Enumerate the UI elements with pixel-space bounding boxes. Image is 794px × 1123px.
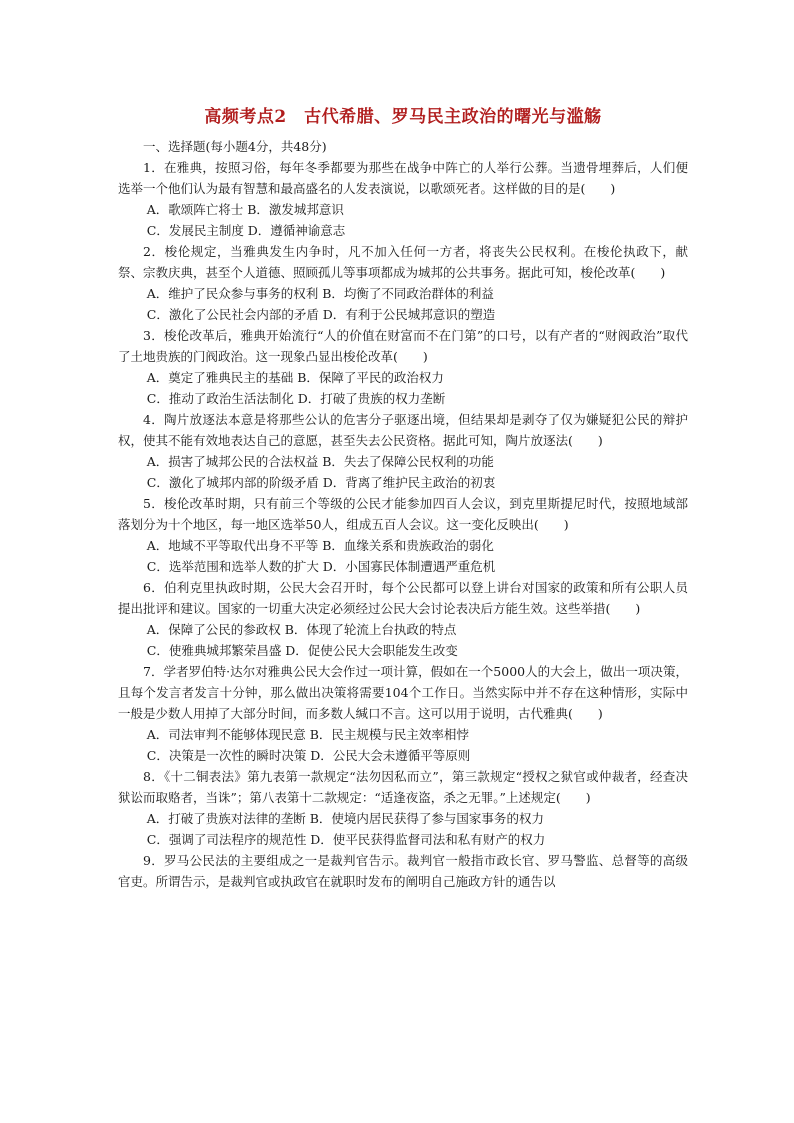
question-stem: 5．梭伦改革时期，只有前三个等级的公民才能参加四百人会议，到克里斯提尼时代，按照地域部落划分为十个地区，每一地区选举50人，组成五百人会议。这一变化反映出( ) [118, 496, 688, 532]
question-8 [118, 766, 688, 850]
question-5 [118, 493, 688, 577]
page-title: 高频考点2 古代希腊、罗马民主政治的曙光与滥觞 [204, 107, 602, 127]
option-line: C．决策是一次性的瞬时决策 D．公民大会未遵循平等原则 [146, 748, 471, 763]
option-line: A．损害了城邦公民的合法权益 B．失去了保障公民权利的功能 [146, 454, 494, 469]
section-header: 一、选择题(每小题4分，共48分) [143, 139, 327, 154]
option-line: C．推动了政治生活法制化 D．打破了贵族的权力垄断 [146, 391, 446, 406]
question-7 [118, 661, 688, 766]
question-stem: 6．伯利克里执政时期，公民大会召开时，每个公民都可以登上讲台对国家的政策和所有公职人员提出批评和建议。国家的一切重大决定必须经过公民大会讨论表决后方能生效。这些举措( ) [118, 580, 688, 616]
option-line: C．发展民主制度 D．遵循神谕意志 [146, 223, 346, 238]
question-stem: 3．梭伦改革后，雅典开始流行“人的价值在财富而不在门第”的口号，以有产者的“财阀政治”取代了土地贵族的门阀政治。这一现象凸显出梭伦改革( ) [118, 328, 688, 364]
question-stem: 2．梭伦规定，当雅典发生内争时，凡不加入任何一方者，将丧失公民权利。在梭伦执政下，献祭、宗教庆典，甚至个人道德、照顾孤儿等事项都成为城邦的公共事务。据此可知，梭伦改革( ) [118, 244, 688, 280]
option-line: A．司法审判不能够体现民意 B．民主规模与民主效率相悖 [146, 727, 469, 742]
question-stem: 4．陶片放逐法本意是将那些公认的危害分子驱逐出境，但结果却是剥夺了仅为嫌疑犯公民的辩护权，使其不能有效地表达自己的意愿，甚至失去公民资格。据此可知，陶片放逐法( ) [118, 412, 688, 448]
question-1 [118, 157, 688, 241]
question-stem: 8．《十二铜表法》第九表第一款规定“法勿因私而立”，第三款规定“授权之狱官或仲裁者，经查决狱讼而取赂者，当诛”；第八表第十二款规定：“适逢夜盗，杀之无罪。”上述规定( ) [118, 769, 688, 805]
option-line: A．维护了民众参与事务的权利 B．均衡了不同政治群体的利益 [146, 286, 494, 301]
question-stem: 9．罗马公民法的主要组成之一是裁判官告示。裁判官一般指市政长官、罗马警监、总督等的高级官吏。所谓告示，是裁判官或执政官在就职时发布的阐明自己施政方针的通告以 [118, 853, 688, 889]
option-line: A．打破了贵族对法律的垄断 B．使境内居民获得了参与国家事务的权力 [146, 811, 544, 826]
document-page [118, 104, 688, 892]
option-line: C．强调了司法程序的规范性 D．使平民获得监督司法和私有财产的权力 [146, 832, 546, 847]
question-9 [118, 850, 688, 892]
question-2 [118, 241, 688, 325]
option-line: A．奠定了雅典民主的基础 B．保障了平民的政治权力 [146, 370, 444, 385]
question-stem: 1．在雅典，按照习俗，每年冬季都要为那些在战争中阵亡的人举行公葬。当遗骨埋葬后，人们便选举一个他们认为最有智慧和最高盛名的人发表演说，以歌颂死者。这样做的目的是( ) [118, 160, 688, 196]
option-line: C．选举范围和选举人数的扩大 D．小国寡民体制遭遇严重危机 [146, 559, 496, 574]
option-line: C．使雅典城邦繁荣昌盛 D．促使公民大会职能发生改变 [146, 643, 458, 658]
question-6 [118, 577, 688, 661]
option-line: C．激化了公民社会内部的矛盾 D．有利于公民城邦意识的塑造 [146, 307, 496, 322]
question-4 [118, 409, 688, 493]
option-line: A．歌颂阵亡将士 B．激发城邦意识 [146, 202, 344, 217]
question-stem: 7．学者罗伯特·达尔对雅典公民大会作过一项计算，假如在一个5000人的大会上，做出一项决策，且每个发言者发言十分钟，那么做出决策将需要104个工作日。当然实际中并不存在这种情形，实际中一般是少数人用掉了大部分时间，而多数人缄口不言。这可以用于说明，古代雅典( ) [118, 664, 688, 721]
option-line: A．保障了公民的参政权 B．体现了轮流上台执政的特点 [146, 622, 457, 637]
option-line: C．激化了城邦内部的阶级矛盾 D．背离了维护民主政治的初衷 [146, 475, 496, 490]
question-3 [118, 325, 688, 409]
option-line: A．地域不平等取代出身不平等 B．血缘关系和贵族政治的弱化 [146, 538, 494, 553]
